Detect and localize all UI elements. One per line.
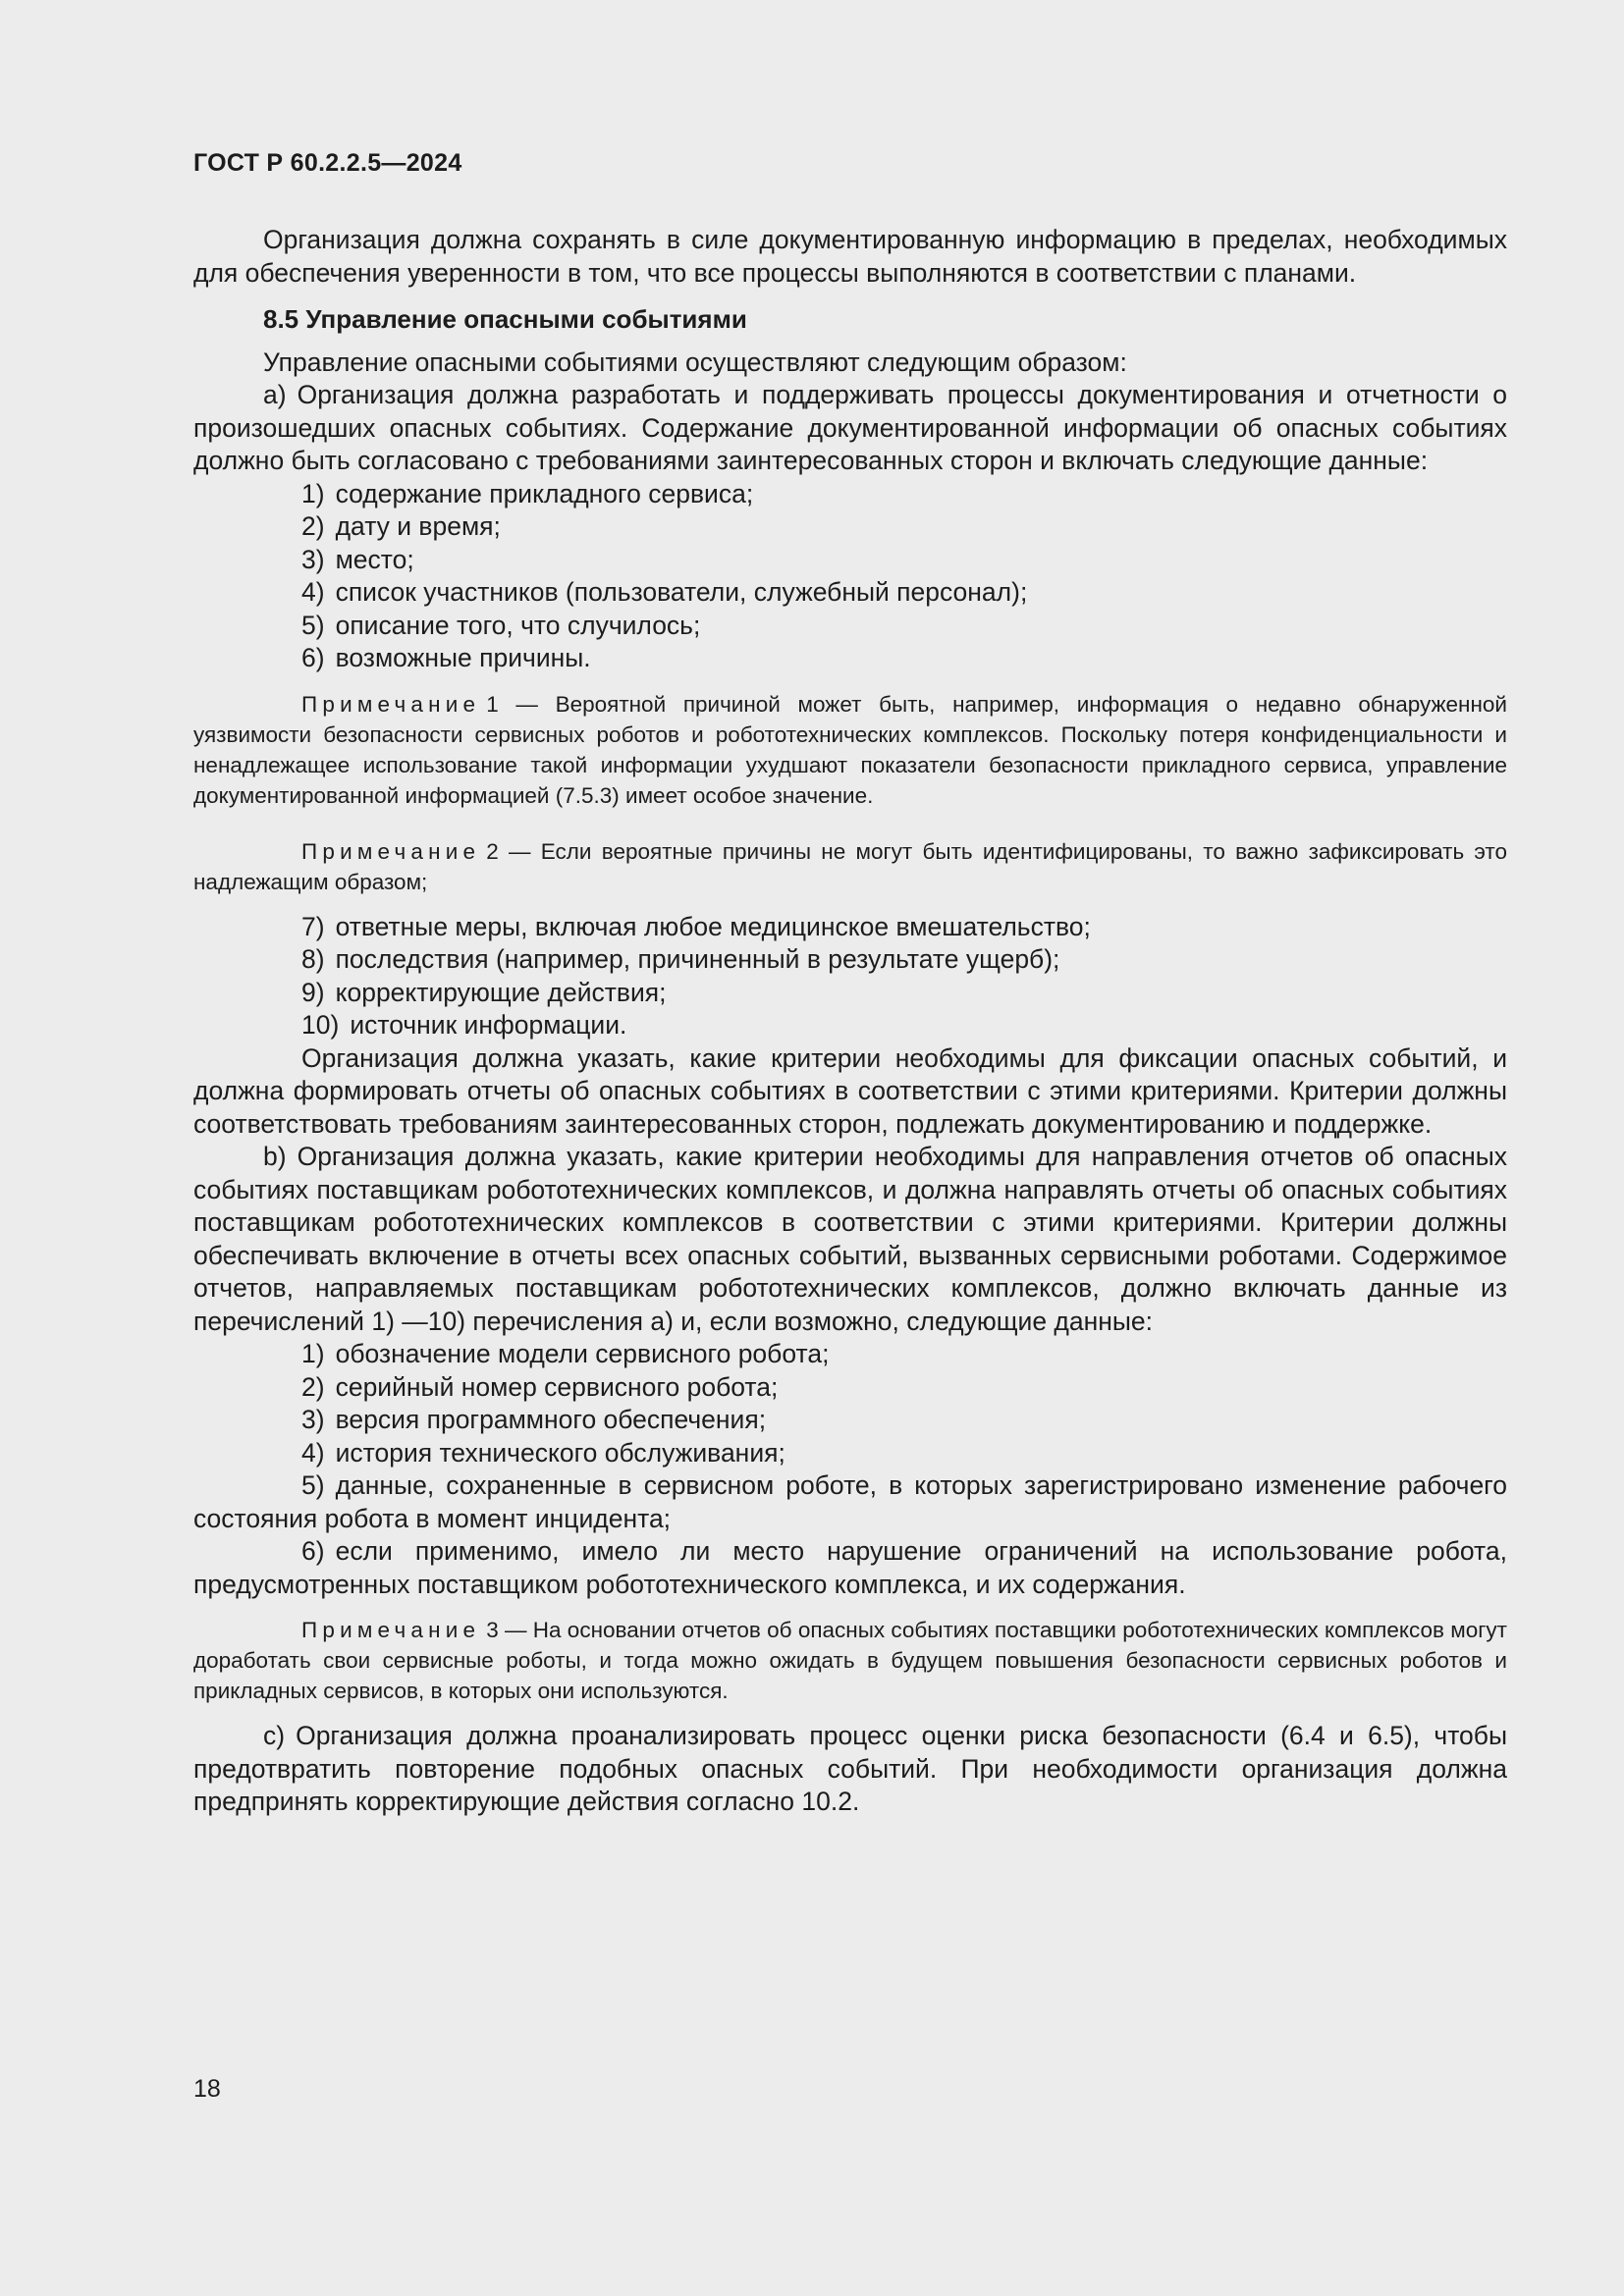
item-c-marker: с) — [263, 1721, 286, 1750]
criteria-paragraph: Организация должна указать, какие критерии необходимы для фиксации опасных событий, и должна формировать отчеты об опасных событиях в соответствии с этими критериями. Критерии должны соответствовать требованиям заинтересованных сторон, подлежать документированию и поддержке. — [193, 1042, 1507, 1139]
list-item — [193, 1338, 1507, 1371]
list-item — [193, 1404, 1507, 1437]
list-item-number: 3) — [301, 1405, 325, 1434]
list-item — [193, 544, 1507, 577]
list-item-number: 9) — [301, 977, 325, 1007]
item-a-list-1 — [193, 478, 1507, 675]
list-item-number: 2) — [301, 1371, 325, 1402]
list-item-text: версия программного обеспечения; — [335, 1405, 767, 1434]
list-item — [193, 1009, 1507, 1042]
list-item — [193, 510, 1507, 544]
list-item-text: место; — [335, 544, 414, 574]
note-3 — [193, 1615, 1507, 1706]
list-item-number: 5) — [301, 610, 325, 640]
list-item-text: дату и время; — [335, 511, 501, 541]
note-label: Примечание — [301, 838, 481, 864]
list-item-text: история технического обслуживания; — [335, 1437, 785, 1468]
note-2 — [193, 836, 1507, 897]
item-c-text: Организация должна проанализировать процесс оценки риска безопасности (6.4 и 6.5), чтобы предотвратить повторение подобных опасных событий. При необходимости организация должна предпринять корректирующие действия согласно 10.2. — [193, 1721, 1507, 1816]
list-item-text: список участников (пользователи, служебный персонал); — [335, 577, 1028, 607]
list-item-number: 10) — [301, 1010, 340, 1040]
page-number: 18 — [193, 2075, 221, 2103]
list-item — [193, 1437, 1507, 1470]
list-item-text: корректирующие действия; — [335, 977, 667, 1007]
list-item — [193, 977, 1507, 1010]
document-code: ГОСТ Р 60.2.2.5—2024 — [193, 149, 462, 177]
list-item-number: 4) — [301, 577, 325, 607]
list-item-number: 4) — [301, 1437, 325, 1468]
item-b-list-long-6 — [193, 1535, 1507, 1601]
list-item-number: 2) — [301, 511, 325, 541]
list-item — [193, 642, 1507, 675]
item-b-list — [193, 1338, 1507, 1469]
list-item-number: 3) — [301, 544, 325, 574]
list-item-number: 7) — [301, 911, 325, 941]
note-1 — [193, 689, 1507, 811]
list-item — [193, 1371, 1507, 1405]
list-item-text: серийный номер сервисного робота; — [335, 1371, 779, 1402]
item-a-list-2 — [193, 911, 1507, 1042]
note-text: 3 — На основании отчетов об опасных событиях поставщики робототехнических комплексов могут доработать свои сервисные роботы, и тогда можно ожидать в будущем повышения безопасности сервисных роботов и прикладных сервисов, в которых они используются. — [193, 1618, 1507, 1703]
list-item-text: возможные причины. — [335, 643, 591, 672]
list-item-text: ответные меры, включая любое медицинское вмешательство; — [335, 911, 1091, 941]
document-body — [193, 224, 1507, 1819]
note-text: 1 — Вероятной причиной может быть, например, информация о недавно обнаруженной уязвимости безопасности сервисных роботов и робототехнических комплексов. Поскольку потеря конфиденциальности и ненадлежащее использование такой информации ухудшают показатели безопасности прикладного сервиса, управление документированной информацией (7.5.3) имеет особое значение. — [193, 691, 1507, 808]
list-item-number: 5) — [301, 1470, 325, 1500]
list-item-text: если применимо, имело ли место нарушение ограничений на использование робота, предусмотренных поставщиком робототехнического комплекса, и их содержания. — [193, 1536, 1507, 1599]
intro-paragraph: Организация должна сохранять в силе документированную информацию в пределах, необходимых для обеспечения уверенности в том, что все процессы выполняются в соответствии с планами. — [193, 225, 1507, 288]
item-b-marker: b) — [263, 1142, 287, 1171]
list-item — [193, 576, 1507, 610]
item-b-list-long-5 — [193, 1469, 1507, 1535]
list-item-text: данные, сохраненные в сервисном роботе, в которых зарегистрировано изменение рабочего состояния робота в момент инцидента; — [193, 1470, 1507, 1533]
list-item-text: последствия (например, причиненный в результате ущерб); — [335, 944, 1060, 974]
list-item-number: 8) — [301, 944, 325, 974]
item-a-paragraph — [193, 379, 1507, 478]
list-item-number: 1) — [301, 1339, 325, 1368]
item-a-text: Организация должна разработать и поддерживать процессы документирования и отчетности о произошедших опасных событиях. Содержание документированной информации об опасных событиях должно быть согласовано с требованиями заинтересованных сторон и включать следующие данные: — [193, 380, 1507, 475]
item-a-marker: а) — [263, 380, 287, 409]
section-title: 8.5 Управление опасными событиями — [263, 304, 747, 334]
list-item — [193, 911, 1507, 944]
note-label: Примечание — [301, 691, 481, 717]
item-c-paragraph — [193, 1720, 1507, 1819]
lead-paragraph: Управление опасными событиями осуществляют следующим образом: — [263, 347, 1127, 377]
note-label: Примечание — [301, 1618, 481, 1642]
list-item — [193, 478, 1507, 511]
list-item-text: описание того, что случилось; — [335, 610, 701, 640]
list-item-text: обозначение модели сервисного робота; — [335, 1339, 830, 1368]
list-item-text: содержание прикладного сервиса; — [335, 478, 754, 508]
item-b-text: Организация должна указать, какие критерии необходимы для направления отчетов об опасных событиях поставщикам робототехнических комплексов, и должна направлять отчеты об опасных событиях поставщикам робототехнических комплексов в соответствии с этими критериями. Критерии должны обеспечивать включение в отчеты всех опасных событий, вызванных сервисными роботами. Содержимое отчетов, направляемых поставщикам робототехнических комплексов, должно включать данные из перечислений 1) —10) перечисления а) и, если возможно, следующие данные: — [193, 1142, 1507, 1336]
list-item-text: источник информации. — [350, 1010, 627, 1040]
list-item — [193, 610, 1507, 643]
list-item-number: 1) — [301, 478, 325, 508]
list-item-number: 6) — [301, 1536, 325, 1566]
note-text: 2 — Если вероятные причины не могут быть идентифицированы, то важно зафиксировать это надлежащим образом; — [193, 838, 1507, 894]
item-b-paragraph — [193, 1141, 1507, 1338]
list-item — [193, 943, 1507, 977]
list-item-number: 6) — [301, 643, 325, 672]
